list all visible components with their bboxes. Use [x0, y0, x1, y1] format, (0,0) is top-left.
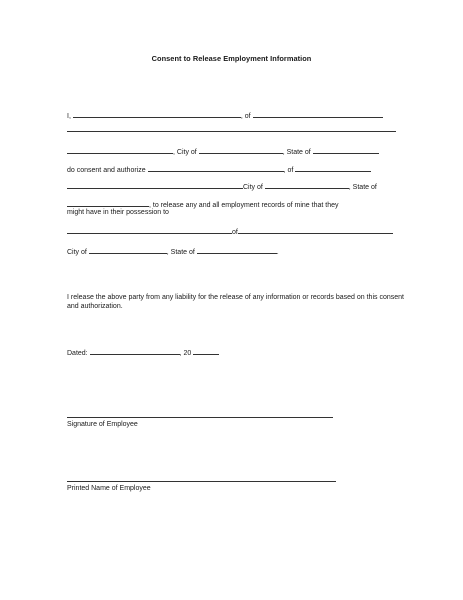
- of-label: , of: [240, 113, 251, 120]
- recipient-city-blank[interactable]: [89, 246, 167, 254]
- dated-line: [67, 347, 219, 358]
- recipient-blank[interactable]: [67, 226, 232, 234]
- i-label: I,: [67, 113, 71, 120]
- of-label-3: of: [232, 229, 238, 236]
- recipient-city-state-line: [67, 246, 279, 257]
- printed-name-label: Printed Name of Employee: [67, 485, 151, 492]
- employee-city-blank[interactable]: [199, 146, 283, 154]
- employee-state-blank[interactable]: [313, 146, 379, 154]
- city-of-label-2: City of: [243, 184, 263, 191]
- authorized-street-blank[interactable]: [67, 181, 243, 189]
- printed-name-blank[interactable]: [67, 481, 336, 482]
- city-of-label-3: City of: [67, 249, 87, 256]
- address-continuation-blank[interactable]: [67, 131, 396, 132]
- state-of-label: , State of: [282, 149, 311, 156]
- consent-text: do consent and authorize: [67, 167, 146, 174]
- possession-text: might have in their possession to: [67, 209, 169, 216]
- year-prefix: , 20: [179, 350, 192, 357]
- authorized-state-blank[interactable]: [67, 199, 149, 207]
- authorized-city-blank[interactable]: [265, 181, 349, 189]
- city-of-label: , City of: [173, 149, 197, 156]
- street-blank[interactable]: [67, 146, 173, 154]
- release-records-text: , to release any and all employment records of mine that they: [149, 202, 339, 209]
- authorized-party-address-blank[interactable]: [295, 164, 371, 172]
- recipient-line: [67, 226, 393, 237]
- period: .: [276, 249, 279, 256]
- of-label-2: , of: [283, 167, 294, 174]
- date-blank[interactable]: [90, 347, 180, 355]
- authorized-city-state-line: [67, 181, 377, 192]
- release-paragraph: I release the above party from any liability for the release of any information or records based on this consent and authorization.: [67, 294, 404, 310]
- employee-address-blank[interactable]: [253, 110, 383, 118]
- signature-blank[interactable]: [67, 417, 333, 418]
- state-of-label-3: , State of: [166, 249, 195, 256]
- employee-name-blank[interactable]: [73, 110, 241, 118]
- state-of-label-2: , State of: [348, 184, 377, 191]
- dated-label: Dated:: [67, 350, 88, 357]
- signature-label: Signature of Employee: [67, 421, 138, 428]
- name-address-line: [67, 110, 383, 121]
- possession-line: [67, 208, 169, 217]
- authorized-party-blank[interactable]: [148, 164, 284, 172]
- recipient-state-blank[interactable]: [197, 246, 277, 254]
- recipient-address-blank[interactable]: [238, 226, 393, 234]
- year-blank[interactable]: [193, 347, 219, 355]
- form-title: Consent to Release Employment Information: [151, 54, 312, 63]
- city-state-line: [67, 146, 379, 157]
- authorize-line: [67, 164, 371, 175]
